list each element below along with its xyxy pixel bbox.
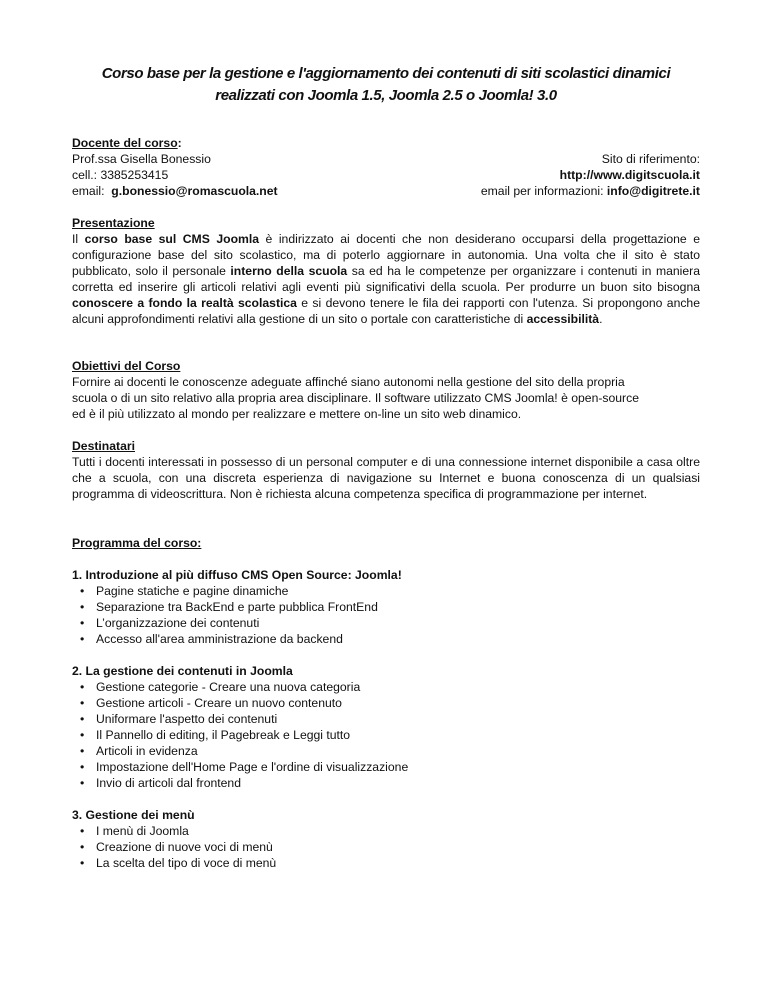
module-1-title: 1. Introduzione al più diffuso CMS Open Source: Joomla! bbox=[72, 568, 402, 582]
presentazione-heading: Presentazione bbox=[72, 216, 155, 230]
sito-url-link[interactable]: http://www.digitscuola.it bbox=[559, 168, 700, 182]
module-2-title: 2. La gestione dei contenuti in Joomla bbox=[72, 664, 293, 678]
pres-text-2: è indirizzato ai docenti che non desiderano occuparsi della progettazione e configurazione base del sito scolastico, ma di poterlo aggiornare in autonomia. Una volta che il sito è stato pubblicato, solo il personale bbox=[72, 232, 701, 278]
obiettivi-section bbox=[72, 358, 700, 422]
email-label: email: bbox=[72, 184, 112, 198]
docente-email-line bbox=[72, 183, 278, 199]
list-item: • Accesso all'area amministrazione da backend bbox=[72, 631, 700, 647]
presentazione-section bbox=[72, 215, 700, 327]
destinatari-heading: Destinatari bbox=[72, 439, 135, 453]
list-item: • Il Pannello di editing, il Pagebreak e Leggi tutto bbox=[72, 727, 700, 743]
pres-bold-3: conoscere a fondo la realtà scolastica bbox=[72, 296, 297, 310]
docente-section bbox=[72, 135, 700, 199]
list-item: • Pagine statiche e pagine dinamiche bbox=[72, 583, 700, 599]
module-2 bbox=[72, 663, 700, 791]
pres-bold-4: accessibilità bbox=[526, 312, 600, 326]
module-3-list bbox=[72, 823, 700, 871]
programma-section bbox=[72, 535, 700, 871]
pres-text-3: sa ed ha le competenze per organizzare i contenuti in maniera corretta ed inserire gli articoli relativi agli eventi più significativi della scuola. Per produrre un buon sito bisogna bbox=[72, 264, 700, 294]
module-3 bbox=[72, 807, 700, 871]
programma-heading: Programma del corso: bbox=[72, 536, 202, 550]
destinatari-text: Tutti i docenti interessati in possesso di un personal computer e di una connessione internet disponibile a casa oltre che a scuola, con una discreta esperienza di navigazione su Internet e buona conoscenza di un qualsiasi programma di videoscrittura. Non è richiesta alcuna competenza specifica di programmazione per internet. bbox=[72, 455, 700, 501]
destinatari-section bbox=[72, 438, 700, 502]
pres-text-1: Il bbox=[72, 232, 85, 246]
module-3-title: 3. Gestione dei menù bbox=[72, 808, 195, 822]
pres-text-5: . bbox=[599, 312, 603, 326]
list-item: • Gestione categorie - Creare una nuova categoria bbox=[72, 679, 700, 695]
docente-name: Prof.ssa Gisella Bonessio bbox=[72, 152, 211, 166]
list-item: • Creazione di nuove voci di menù bbox=[72, 839, 700, 855]
info-email-line bbox=[481, 183, 700, 199]
docente-email-link[interactable]: g.bonessio@romascuola.net bbox=[111, 184, 278, 198]
pres-bold-2: interno della scuola bbox=[230, 264, 348, 278]
list-item: • Articoli in evidenza bbox=[72, 743, 700, 759]
docente-cell: cell.: 3385253415 bbox=[72, 168, 169, 182]
pres-bold-1: corso base sul CMS Joomla bbox=[84, 232, 260, 246]
list-item: • Uniformare l'aspetto dei contenuti bbox=[72, 711, 700, 727]
presentazione-text bbox=[72, 231, 700, 327]
list-item: • Gestione articoli - Creare un nuovo contenuto bbox=[72, 695, 700, 711]
list-item: • Invio di articoli dal frontend bbox=[72, 775, 700, 791]
obiettivi-line-2: scuola o di un sito relativo alla propria area disciplinare. Il software utilizzato CMS Joomla! è open-source bbox=[72, 391, 639, 405]
title-line-2: realizzati con Joomla 1.5, Joomla 2.5 o Joomla! 3.0 bbox=[215, 87, 557, 104]
module-2-list bbox=[72, 679, 700, 791]
list-item: • L’organizzazione dei contenuti bbox=[72, 615, 700, 631]
obiettivi-heading: Obiettivi del Corso bbox=[72, 359, 181, 373]
title-line-1: Corso base per la gestione e l'aggiornamento dei contenuti di siti scolastici dinamici bbox=[101, 65, 671, 82]
pres-text-4: e si devono tenere le fila dei rapporti con l'utenza. Si propongono anche alcuni approfondimenti relativi alla gestione di un sito o portale con caratteristiche di bbox=[72, 296, 700, 326]
list-item: • La scelta del tipo di voce di menù bbox=[72, 855, 700, 871]
sito-label: Sito di riferimento: bbox=[601, 152, 700, 166]
obiettivi-line-3: ed è il più utilizzato al mondo per realizzare e mettere on-line un sito web dinamico. bbox=[72, 407, 522, 421]
info-label: email per informazioni: bbox=[480, 184, 607, 198]
docente-heading-colon: : bbox=[177, 136, 182, 150]
document-title bbox=[72, 63, 700, 107]
docente-heading bbox=[72, 135, 700, 151]
list-item: • Separazione tra BackEnd e parte pubblica FrontEnd bbox=[72, 599, 700, 615]
docente-heading-text: Docente del corso bbox=[72, 136, 178, 150]
info-email-link[interactable]: info@digitrete.it bbox=[606, 184, 700, 198]
module-1-list bbox=[72, 583, 700, 647]
obiettivi-line-1: Fornire ai docenti le conoscenze adeguate affinché siano autonomi nella gestione del sito della propria bbox=[72, 375, 625, 389]
list-item: • I menù di Joomla bbox=[72, 823, 700, 839]
module-1 bbox=[72, 567, 700, 647]
list-item: • Impostazione dell'Home Page e l'ordine di visualizzazione bbox=[72, 759, 700, 775]
